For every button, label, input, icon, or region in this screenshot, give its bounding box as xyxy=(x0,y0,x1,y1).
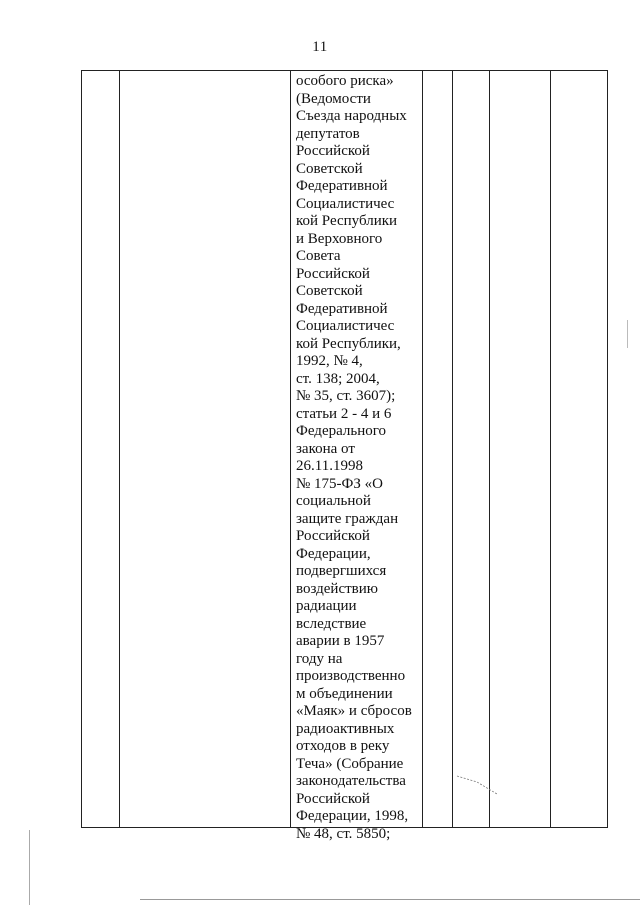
cell-text-line: году на xyxy=(296,650,343,667)
cell-text-line: радиации xyxy=(296,598,357,614)
cell-text-line: № 48, ст. 5850; xyxy=(296,825,391,842)
cell-text-line: защите граждан xyxy=(296,510,399,527)
cell-text-line: «Маяк» и сбросов xyxy=(296,703,412,719)
page-number: 11 xyxy=(312,39,328,55)
cell-text-line: вследствие xyxy=(296,615,367,632)
column-divider xyxy=(290,71,291,827)
cell-text-line: Федерации, xyxy=(296,545,371,562)
cell-text-line: Теча» (Собрание xyxy=(296,755,404,772)
cell-text-line: кой Республики xyxy=(296,213,398,229)
column-divider xyxy=(550,71,551,827)
cell-text-line: особого риска» xyxy=(296,73,394,89)
cell-text-line: кой Республики, xyxy=(296,335,401,352)
column-divider xyxy=(489,71,490,827)
cell-text-line: радиоактивных xyxy=(296,720,395,737)
cell-text-line: Федеративной xyxy=(296,300,388,317)
cell-text-line: Совета xyxy=(296,248,341,264)
cell-text-line: Федерального xyxy=(296,423,387,439)
column-divider xyxy=(422,71,423,827)
cell-text-line: 26.11.1998 xyxy=(296,458,363,474)
cell-text-line: законодательства xyxy=(296,773,406,789)
cell-text-line: статьи 2 - 4 и 6 xyxy=(296,405,392,422)
cell-text-line: 1992, № 4, xyxy=(296,353,363,369)
column-divider xyxy=(452,71,453,827)
cell-text-line: Советской xyxy=(296,160,363,177)
cell-text-line: (Ведомости xyxy=(296,90,371,107)
cell-text-line: производственно xyxy=(296,668,406,684)
cell-text-line: отходов в реку xyxy=(296,738,390,754)
cell-text-line: ст. 138; 2004, xyxy=(296,370,380,387)
cell-text-line: Федеративной xyxy=(296,178,388,194)
cell-text-line: Социалистичес xyxy=(296,318,395,334)
cell-text-line: Съезда народных xyxy=(296,108,407,124)
column-divider xyxy=(119,71,120,827)
cell-text-line: подвергшихся xyxy=(296,563,387,579)
scan-edge xyxy=(140,899,640,900)
document-table xyxy=(81,70,608,842)
legal-reference-cell xyxy=(296,73,422,843)
cell-text-line: м объединении xyxy=(296,685,393,702)
pencil-mark xyxy=(455,770,501,796)
cell-text-line: Российской xyxy=(296,790,370,807)
cell-text-line: Советской xyxy=(296,283,363,299)
cell-text-line: № 35, ст. 3607); xyxy=(296,388,396,404)
cell-text-line: Российской xyxy=(296,143,370,159)
cell-text-line: социальной xyxy=(296,493,371,509)
cell-text-line: № 175-ФЗ «О xyxy=(296,475,384,492)
scan-edge xyxy=(29,830,30,905)
cell-text-line: депутатов xyxy=(296,125,360,142)
scan-edge xyxy=(627,320,628,348)
cell-text-line: воздействию xyxy=(296,580,378,597)
cell-text-line: Российской xyxy=(296,528,370,544)
cell-text-line: аварии в 1957 xyxy=(296,633,385,649)
cell-text-line: и Верховного xyxy=(296,230,383,247)
cell-text-line: закона от xyxy=(296,440,355,457)
cell-text-line: Российской xyxy=(296,265,370,282)
cell-text-line: Социалистичес xyxy=(296,195,395,212)
cell-text-line: Федерации, 1998, xyxy=(296,808,409,824)
